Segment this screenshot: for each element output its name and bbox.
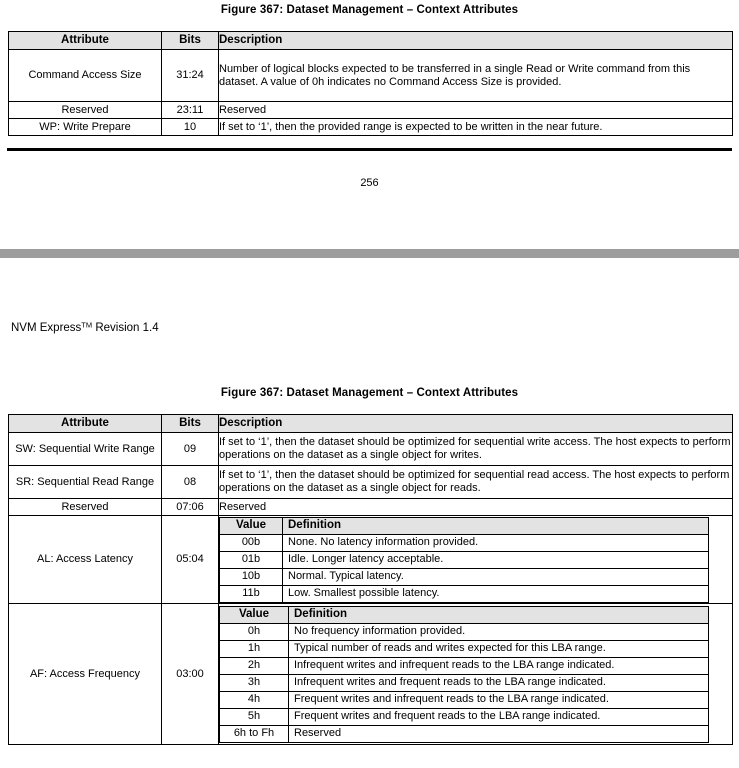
cell-value: 4h	[220, 691, 289, 708]
nested-table-row	[220, 674, 709, 691]
document-header-revision: Revision 1.4	[92, 322, 159, 334]
cell-value: 00b	[220, 534, 283, 551]
cell-definition: Infrequent writes and frequent reads to the LBA range indicated.	[289, 674, 709, 691]
nested-table-row	[220, 708, 709, 725]
table-row	[9, 102, 733, 119]
cell-value: 11b	[220, 585, 283, 602]
cell-value: 01b	[220, 551, 283, 568]
cell-bits: 03:00	[162, 604, 219, 745]
cell-attribute: Command Access Size	[9, 50, 162, 102]
cell-description: If set to ‘1’, then the dataset should be optimized for sequential write access. The host expects to perform operations on the dataset as a single object for writes.	[219, 433, 733, 466]
cell-attribute: AF: Access Frequency	[9, 604, 162, 745]
cell-value: 1h	[220, 640, 289, 657]
context-attributes-table-bottom	[8, 414, 733, 745]
context-attributes-table-top	[8, 31, 733, 136]
cell-attribute: WP: Write Prepare	[9, 119, 162, 136]
cell-bits: 08	[162, 466, 219, 499]
cell-definition: Infrequent writes and infrequent reads to the LBA range indicated.	[289, 657, 709, 674]
cell-value: 0h	[220, 623, 289, 640]
page-separator-band	[0, 249, 739, 258]
nested-table-row	[220, 568, 709, 585]
cell-description: If set to ‘1’, then the dataset should be optimized for sequential read access. The host expects to perform operations on the dataset as a single object for reads.	[219, 466, 733, 499]
cell-value: 2h	[220, 657, 289, 674]
cell-definition: No frequency information provided.	[289, 623, 709, 640]
table-row	[9, 50, 733, 102]
cell-description	[219, 516, 733, 604]
cell-definition: Low. Smallest possible latency.	[283, 585, 709, 602]
nested-header-row	[220, 606, 709, 623]
figure-top-table-wrapper	[8, 31, 733, 136]
column-header-description: Description	[219, 415, 733, 433]
nested-table-row	[220, 691, 709, 708]
cell-attribute: AL: Access Latency	[9, 516, 162, 604]
table-header-row	[9, 415, 733, 433]
column-header-bits: Bits	[162, 415, 219, 433]
cell-description: Reserved	[219, 499, 733, 516]
cell-value: 3h	[220, 674, 289, 691]
table-row	[9, 516, 733, 604]
nested-table-row	[220, 551, 709, 568]
nested-table-row	[220, 534, 709, 551]
table-header-row	[9, 32, 733, 50]
table-row	[9, 466, 733, 499]
nested-column-header-value: Value	[220, 606, 289, 623]
nested-column-header-definition: Definition	[289, 606, 709, 623]
cell-definition: Frequent writes and frequent reads to the LBA range indicated.	[289, 708, 709, 725]
cell-bits: 07:06	[162, 499, 219, 516]
cell-attribute: SW: Sequential Write Range	[9, 433, 162, 466]
cell-definition: Idle. Longer latency acceptable.	[283, 551, 709, 568]
cell-value: 10b	[220, 568, 283, 585]
cell-definition: None. No latency information provided.	[283, 534, 709, 551]
cell-bits: 23:11	[162, 102, 219, 119]
cell-description: Reserved	[219, 102, 733, 119]
cell-description	[219, 604, 733, 745]
table-row	[9, 499, 733, 516]
cell-definition: Frequent writes and infrequent reads to the LBA range indicated.	[289, 691, 709, 708]
trademark-symbol: TM	[81, 320, 93, 330]
table-row	[9, 604, 733, 745]
cell-bits: 31:24	[162, 50, 219, 102]
cell-definition: Normal. Typical latency.	[283, 568, 709, 585]
nested-header-row	[220, 517, 709, 534]
nested-table-row	[220, 623, 709, 640]
cell-bits: 05:04	[162, 516, 219, 604]
cell-description: If set to ‘1’, then the provided range is expected to be written in the near future.	[219, 119, 733, 136]
page-footer-rule	[0, 148, 739, 151]
nested-table-row	[220, 585, 709, 602]
table-row	[9, 119, 733, 136]
cell-description: Number of logical blocks expected to be transferred in a single Read or Write command from this dataset. A value of 0h indicates no Command Access Size is provided.	[219, 50, 733, 102]
nested-table-row	[220, 725, 709, 742]
document-header-title: NVM Express	[11, 322, 82, 334]
nested-column-header-value: Value	[220, 517, 283, 534]
cell-attribute: Reserved	[9, 102, 162, 119]
figure-title-bottom: Figure 367: Dataset Management – Context Attributes	[220, 387, 519, 399]
nested-column-header-definition: Definition	[283, 517, 709, 534]
cell-value: 6h to Fh	[220, 725, 289, 742]
column-header-attribute: Attribute	[9, 415, 162, 433]
document-header	[0, 322, 739, 335]
access-latency-values-table	[219, 517, 709, 603]
table-row	[9, 433, 733, 466]
cell-bits: 09	[162, 433, 219, 466]
cell-definition: Typical number of reads and writes expected for this LBA range.	[289, 640, 709, 657]
column-header-bits: Bits	[162, 32, 219, 50]
cell-bits: 10	[162, 119, 219, 136]
figure-title-top: Figure 367: Dataset Management – Context Attributes	[220, 4, 519, 16]
nested-table-row	[220, 640, 709, 657]
access-frequency-values-table	[219, 606, 709, 743]
column-header-description: Description	[219, 32, 733, 50]
figure-bottom-table-wrapper	[8, 414, 733, 745]
cell-definition: Reserved	[289, 725, 709, 742]
column-header-attribute: Attribute	[9, 32, 162, 50]
cell-value: 5h	[220, 708, 289, 725]
cell-attribute: SR: Sequential Read Range	[9, 466, 162, 499]
nested-table-row	[220, 657, 709, 674]
page-number: 256	[360, 177, 379, 189]
cell-attribute: Reserved	[9, 499, 162, 516]
